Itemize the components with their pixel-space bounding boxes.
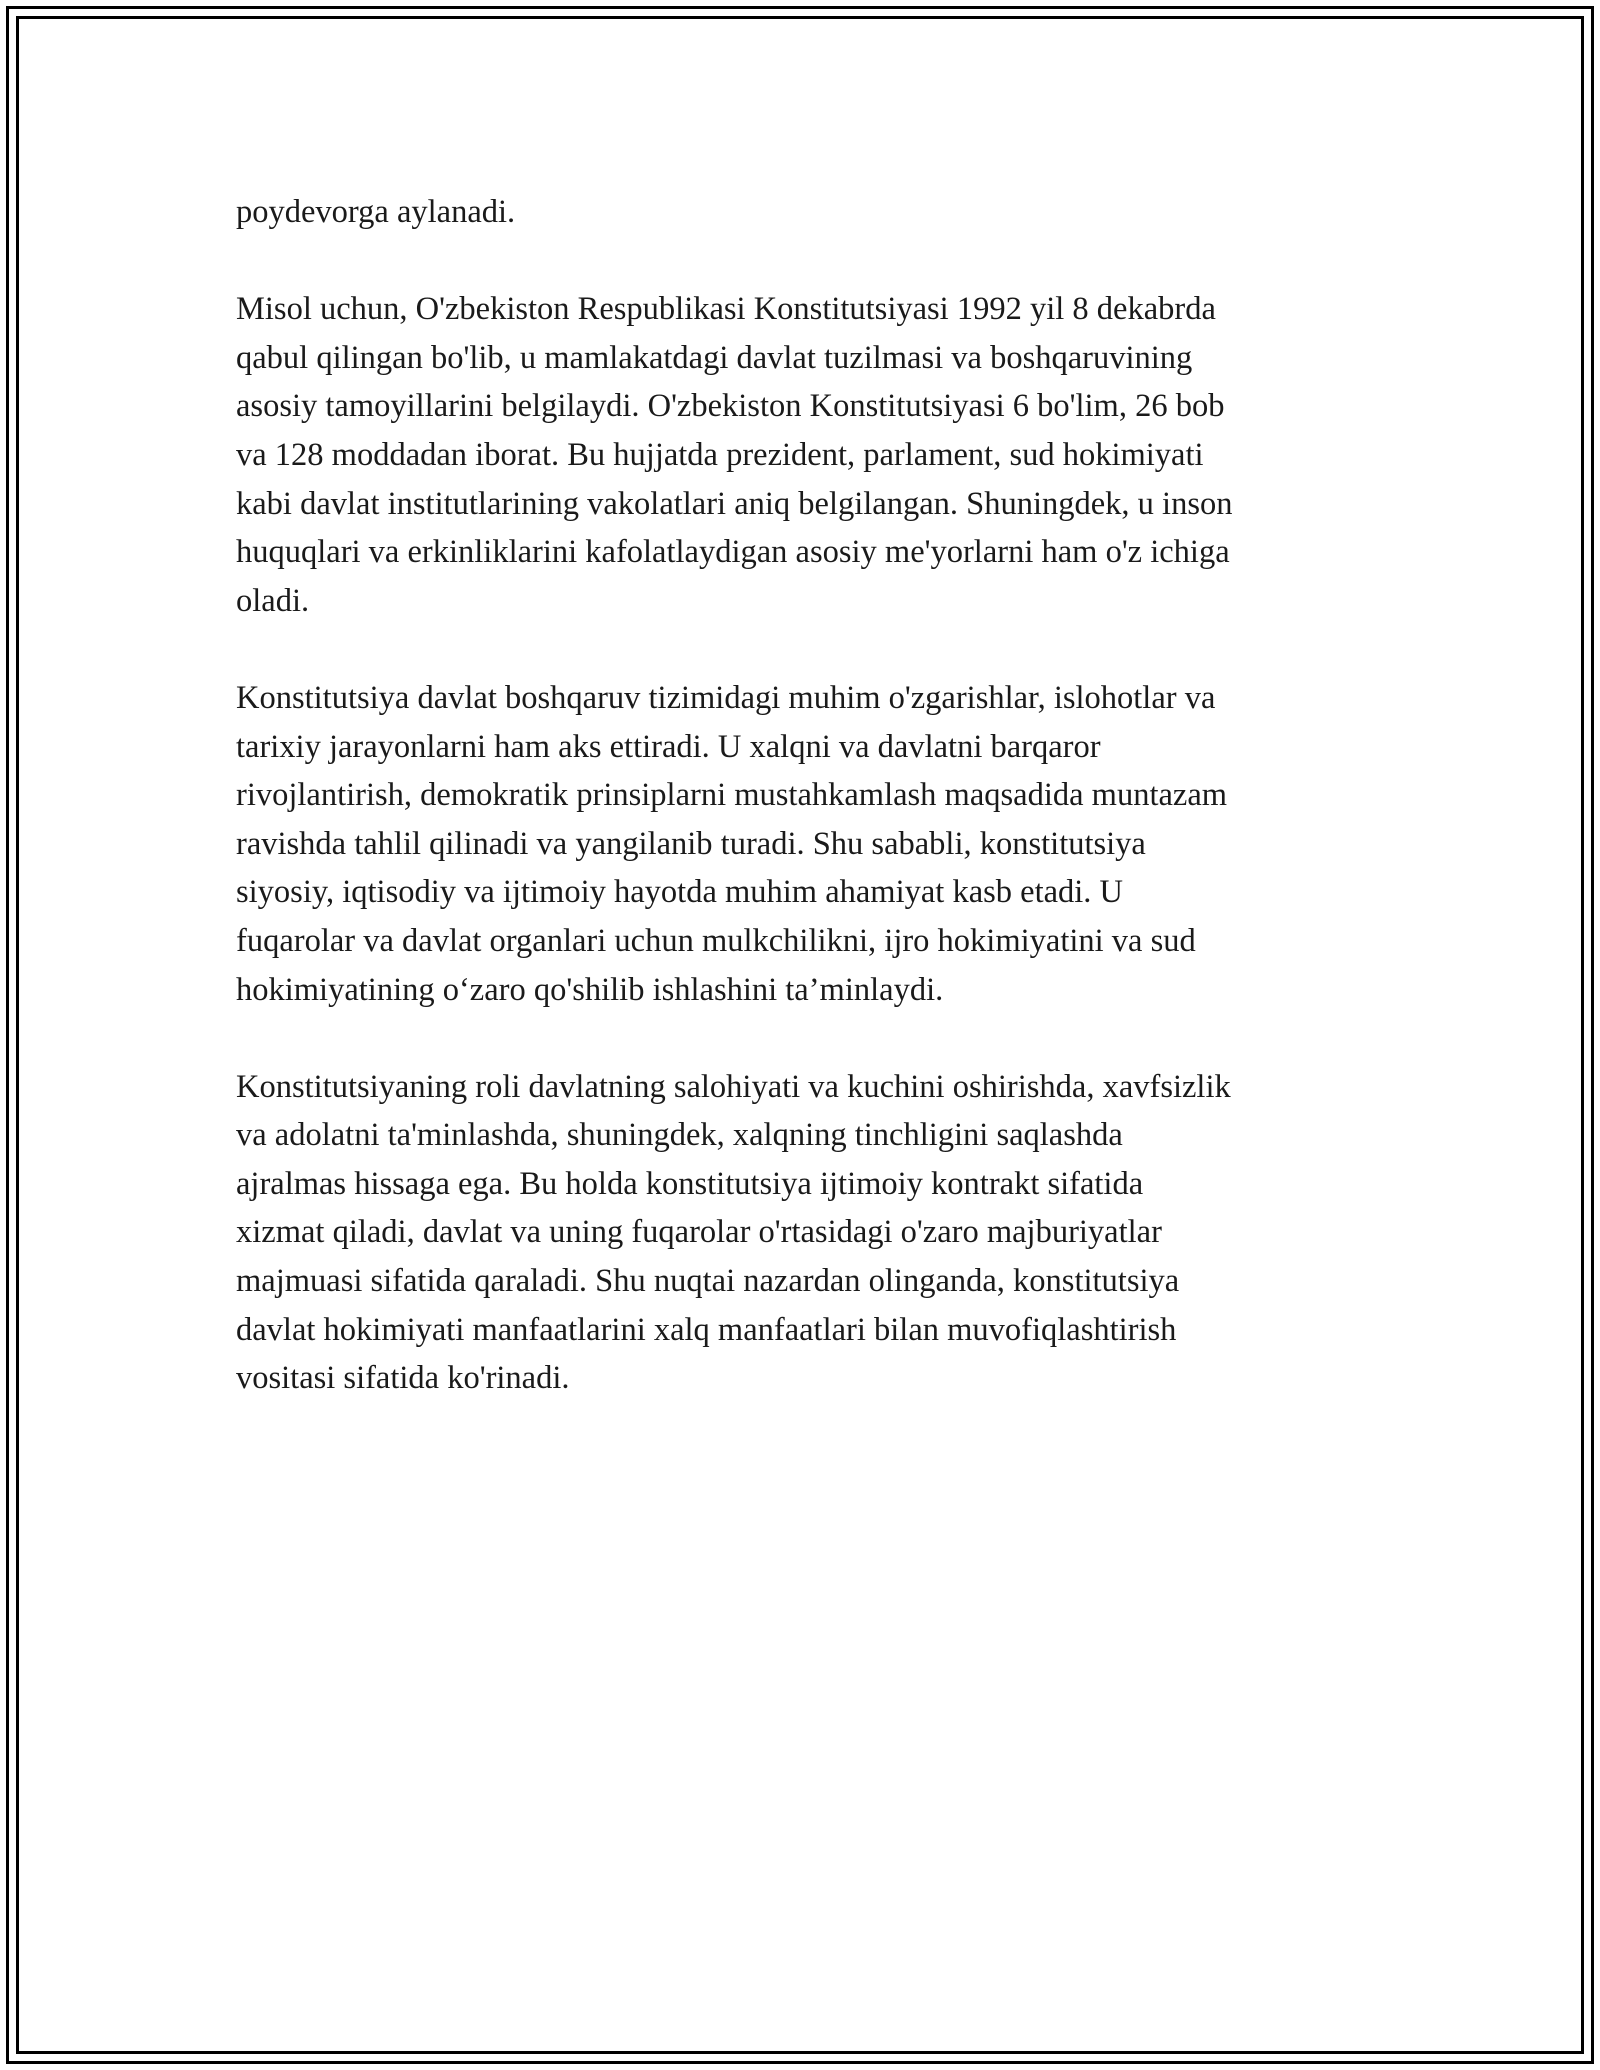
text-line: kabi davlat institutlarining vakolatlari aniq belgilangan. Shuningdek, u inson <box>236 485 1233 522</box>
text-line: ajralmas hissaga ega. Bu holda konstitutsiya ijtimoiy kontrakt sifatida <box>236 1165 1144 1202</box>
text-line: ravishda tahlil qilinadi va yangilanib turadi. Shu sababli, konstitutsiya <box>236 825 1146 862</box>
text-line: Misol uchun, O'zbekiston Respublikasi Konstitutsiyasi 1992 yil 8 dekabrda <box>236 291 1216 328</box>
text-line: fuqarolar va davlat organlari uchun mulkchilikni, ijro hokimiyatini va sud <box>236 922 1196 959</box>
text-line: hokimiyatining o‘zaro qo'shilib ishlashini ta’minlaydi. <box>236 971 944 1008</box>
paragraph-4 <box>236 1063 1368 1403</box>
paragraph-1 <box>236 188 1368 237</box>
text-line: huquqlari va erkinliklarini kafolatlaydigan asosiy me'yorlarni ham o'z ichiga <box>236 534 1230 571</box>
text-line: davlat hokimiyati manfaatlarini xalq manfaatlari bilan muvofiqlashtirish <box>236 1311 1177 1348</box>
text-line: Konstitutsiyaning roli davlatning salohiyati va kuchini oshirishda, xavfsizlik <box>236 1068 1231 1105</box>
text-line: va 128 moddadan iborat. Bu hujjatda prezident, parlament, sud hokimiyati <box>236 436 1204 473</box>
text-line: va adolatni ta'minlashda, shuningdek, xalqning tinchligini saqlashda <box>236 1117 1123 1154</box>
text-line: qabul qilingan bo'lib, u mamlakatdagi davlat tuzilmasi va boshqaruvining <box>236 339 1193 376</box>
paragraph-2 <box>236 285 1368 625</box>
text-line: siyosiy, iqtisodiy va ijtimoiy hayotda muhim ahamiyat kasb etadi. U <box>236 874 1124 911</box>
text-line: asosiy tamoyillarini belgilaydi. O'zbekiston Konstitutsiyasi 6 bo'lim, 26 bob <box>236 388 1225 425</box>
paragraph-3 <box>236 674 1368 1014</box>
text-line: xizmat qiladi, davlat va uning fuqarolar o'rtasidagi o'zaro majburiyatlar <box>236 1214 1162 1251</box>
text-line: vositasi sifatida ko'rinadi. <box>236 1360 570 1397</box>
text-line: oladi. <box>236 582 310 619</box>
text-line: majmuasi sifatida qaraladi. Shu nuqtai nazardan olinganda, konstitutsiya <box>236 1263 1180 1300</box>
text-line: Konstitutsiya davlat boshqaruv tizimidagi muhim o'zgarishlar, islohotlar va <box>236 679 1216 716</box>
text-line: tarixiy jarayonlarni ham aks ettiradi. U xalqni va davlatni barqaror <box>236 728 1101 765</box>
text-line: poydevorga aylanadi. <box>236 194 516 230</box>
text-line: rivojlantirish, demokratik prinsiplarni mustahkamlash maqsadida muntazam <box>236 777 1228 814</box>
document-body <box>236 188 1368 1451</box>
